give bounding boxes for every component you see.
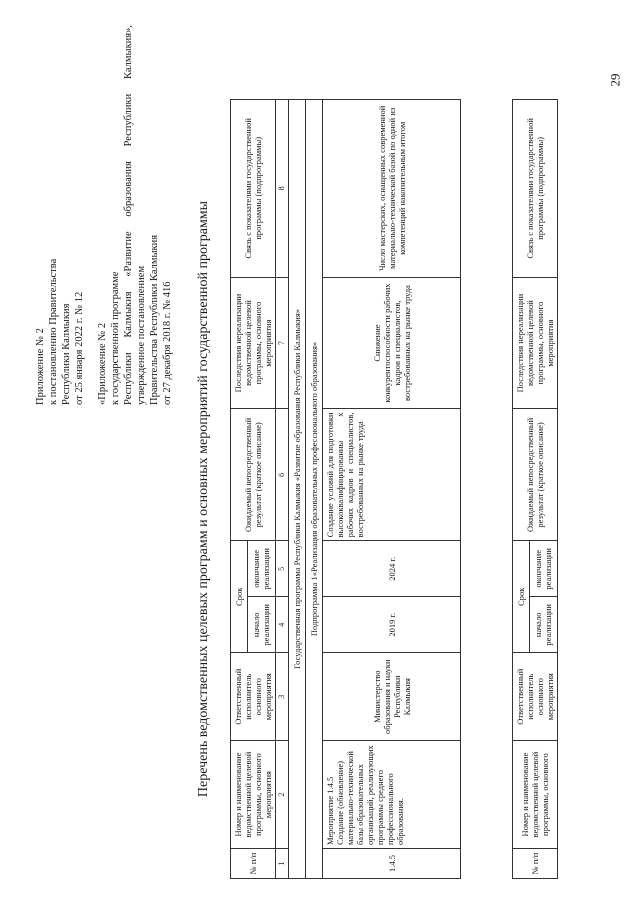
header-line: «Приложение № 2	[97, 322, 108, 405]
col-header-start: начало реализации	[247, 597, 275, 653]
row-executor: Министерство образования и науки Республики Калмыкия	[323, 653, 461, 741]
col-header-consequences: Последствия нереализации ведомственной целевой программы, основного мероприятия	[513, 277, 558, 409]
col-number: 5	[276, 541, 289, 597]
col-number: 4	[276, 597, 289, 653]
header-line: Республики Калмыкия «Развитие образования Республики Калмыкия», утвержденное постановлением	[123, 25, 147, 405]
col-header-name: Номер и наименование ведомственной целевой программы, основного мероприятия	[231, 741, 276, 849]
header-line: от 27 декабря 2018 г. № 416	[162, 281, 173, 405]
col-header-expected: Ожидаемый непосредственный результат (краткое описание)	[231, 409, 276, 541]
table-row	[323, 100, 461, 879]
col-number: 8	[276, 100, 289, 278]
appendix-header	[34, 25, 174, 405]
row-consequences: Снижение конкурентоспособности рабочих кадров и специалистов, востребованных на рынке труда	[323, 277, 461, 409]
subprogram-row: Подпрограмма 1«Реализация образовательных профессионального образования»	[306, 100, 323, 879]
row-start: 2019 г.	[323, 597, 461, 653]
col-header-name: Номер и наименование ведомственной целевой программы, основного	[513, 741, 558, 849]
col-number: 2	[276, 741, 289, 849]
header-line: к государственной программе	[110, 271, 121, 405]
col-header-term: Срок	[513, 541, 530, 653]
row-expected: Создание условий для подготовки высококвалифицированны х рабочих кадров и специалистов, востребованных на рынке труда	[323, 409, 461, 541]
program-row: Государственная программа Республики Калмыкия «Развитие образования Республики Калмыкия»	[289, 100, 306, 879]
col-header-executor: Ответственный исполнитель основного мероприятия	[231, 653, 276, 741]
col-number: 1	[276, 849, 289, 879]
col-header-link: Связь с показателями государственной программы (подпрограммы)	[513, 100, 558, 278]
col-header-consequences: Последствия нереализации ведомственной целевой программы, основного мероприятия	[231, 277, 276, 409]
col-number: 3	[276, 653, 289, 741]
row-num: 1.4.5	[323, 849, 461, 879]
header-line: Правительства Республики Калмыкия	[149, 234, 160, 405]
header-line: к постановлению Правительства	[48, 258, 59, 405]
col-header-end: окончание реализации	[529, 541, 557, 597]
col-header-term: Срок	[231, 541, 248, 653]
row-link: Число мастерских, оснащенных современной материально-технической базой по одной из компетенций накопительным итогом	[323, 100, 461, 278]
col-header-expected: Ожидаемый непосредственный результат (краткое описание)	[513, 409, 558, 541]
col-number: 6	[276, 409, 289, 541]
col-header-num: № п/п	[231, 849, 276, 879]
header-line: от 25 января 2022 г. № 12	[74, 291, 85, 405]
document-title: Перечень ведомственных целевых программ и основных мероприятий государственной программы	[196, 200, 211, 798]
row-end: 2024 г.	[323, 541, 461, 597]
repeat-header-table	[512, 99, 558, 879]
col-header-start: начало реализации	[529, 597, 557, 653]
col-header-end: окончание реализации	[247, 541, 275, 597]
row-name: Мероприятие 1.4.5 Создание (обновление) материально-технической базы образовательных организаций, реализующих программы среднего профессионального образования.	[323, 741, 461, 849]
col-number: 7	[276, 277, 289, 409]
header-line: Приложение № 2	[35, 328, 46, 405]
programs-table	[230, 99, 461, 879]
col-header-link: Связь с показателями государственной программы (подпрограммы)	[231, 100, 276, 278]
col-header-num: № п/п	[513, 849, 558, 879]
header-line: Республики Калмыкия	[61, 303, 72, 405]
page-number: 29	[607, 73, 623, 87]
col-header-executor: Ответственный исполнитель основного мероприятия	[513, 653, 558, 741]
